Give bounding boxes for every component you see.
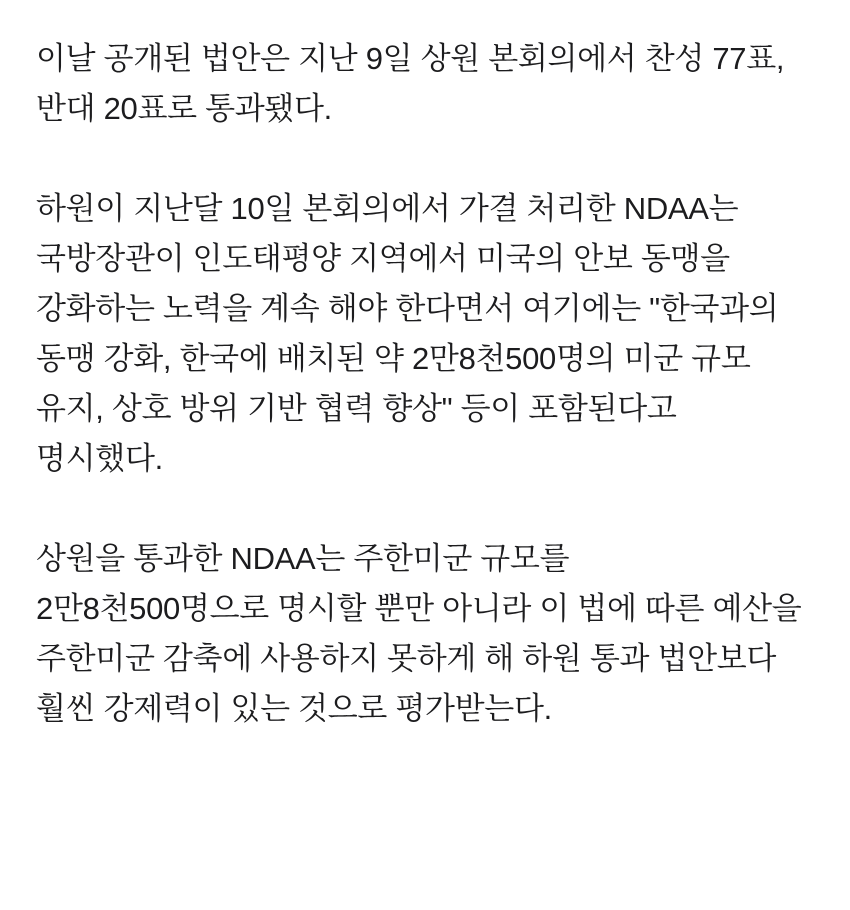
article-paragraph: 이날 공개된 법안은 지난 9일 상원 본회의에서 찬성 77표, 반대 20표로 통과됐다. — [36, 41, 793, 126]
article-paragraph: 상원을 통과한 NDAA는 주한미군 규모를 2만8천500명으로 명시할 뿐만 아니라 이 법에 따른 예산을 주한미군 감축에 사용하지 못하게 해 하원 통과 법안보다 훨씬 강제력이 있는 것으로 평가받는다. — [36, 541, 810, 726]
article-paragraph: 하원이 지난달 10일 본회의에서 가결 처리한 NDAA는 국방장관이 인도태평양 지역에서 미국의 안보 동맹을 강화하는 노력을 계속 해야 한다면서 여기에는 "한국과의 동맹 강화, 한국에 배치된 약 2만8천500명의 미군 규모 유지, 상호 방위 기반 협력 향상" 등이 포함된다고 명시했다. — [36, 191, 787, 476]
